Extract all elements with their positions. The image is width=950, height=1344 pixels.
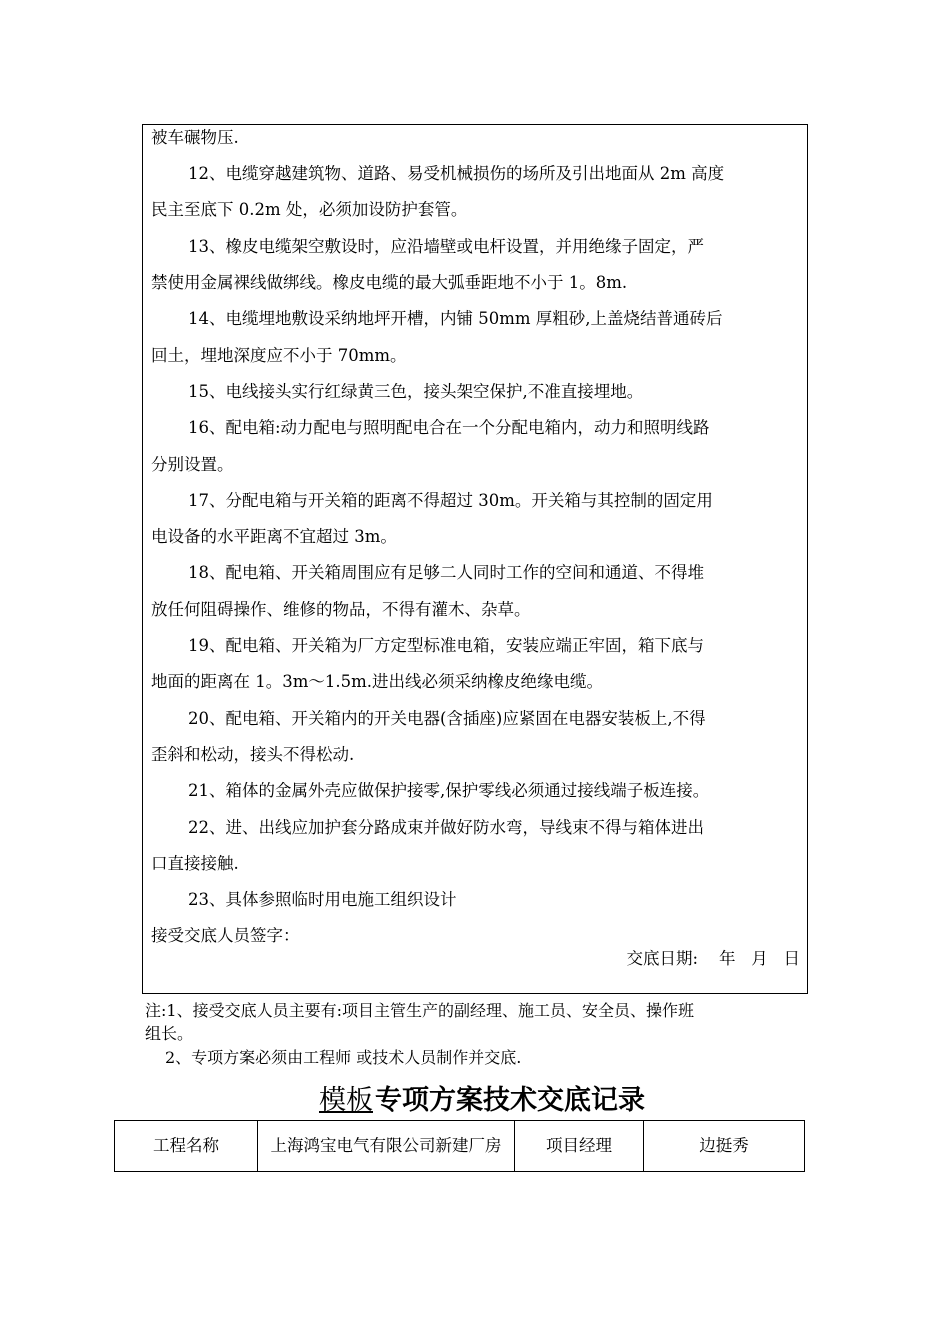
disclosure-date-label: 交底日期: 年 月 日 bbox=[626, 949, 800, 968]
body-line: 民主至底下 0.2m 处，必须加设防护套管。 bbox=[151, 200, 468, 219]
body-line: 口直接接触. bbox=[151, 854, 239, 873]
body-line: 18、配电箱、开关箱周围应有足够二人同时工作的空间和通道、不得堆 bbox=[188, 563, 704, 582]
title-scheme-blank: 模板 bbox=[319, 1085, 373, 1116]
body-line: 禁使用金属裸线做绑线。橡皮电缆的最大弧垂距地不小于 1。8m. bbox=[151, 273, 628, 292]
body-line: 13、橡皮电缆架空敷设时，应沿墙壁或电杆设置，并用绝缘子固定，严 bbox=[188, 237, 704, 256]
body-line: 被车碾物压. bbox=[151, 128, 239, 147]
body-line: 22、进、出线应加护套分路成束并做好防水弯，导线束不得与箱体进出 bbox=[188, 818, 704, 837]
project-name-label: 工程名称 bbox=[115, 1121, 258, 1172]
page-title bbox=[0, 1078, 950, 1117]
body-line: 歪斜和松动，接头不得松动. bbox=[151, 745, 355, 764]
body-line: 回土，埋地深度应不小于 70mm。 bbox=[151, 346, 407, 365]
body-line: 20、配电箱、开关箱内的开关电器(含插座)应紧固在电器安装板上,不得 bbox=[188, 709, 706, 728]
table-row bbox=[115, 1121, 805, 1172]
note-line: 组长。 bbox=[145, 1024, 194, 1043]
body-line: 分别设置。 bbox=[151, 455, 234, 474]
body-line: 地面的距离在 1。3m～1.5m.进出线必须采纳橡皮绝缘电缆。 bbox=[151, 672, 604, 691]
note-line: 2、专项方案必须由工程师 或技术人员制作并交底. bbox=[165, 1048, 522, 1067]
project-manager-label: 项目经理 bbox=[515, 1121, 644, 1172]
body-line: 12、电缆穿越建筑物、道路、易受机械损伤的场所及引出地面从 2m 高度 bbox=[188, 164, 725, 183]
body-line: 16、配电箱:动力配电与照明配电合在一个分配电箱内，动力和照明线路 bbox=[188, 418, 710, 437]
body-line: 电设备的水平距离不宜超过 3m。 bbox=[151, 527, 397, 546]
project-name-value: 上海鸿宝电气有限公司新建厂房 bbox=[258, 1121, 515, 1172]
body-line: 23、具体参照临时用电施工组织设计 bbox=[188, 890, 457, 909]
project-info-table bbox=[114, 1120, 805, 1172]
title-text: 专项方案技术交底记录 bbox=[375, 1085, 645, 1116]
body-line: 放任何阻碍操作、维修的物品，不得有灌木、杂草。 bbox=[151, 600, 531, 619]
body-line: 15、电线接头实行红绿黄三色，接头架空保护,不准直接埋地。 bbox=[188, 382, 644, 401]
body-line: 17、分配电箱与开关箱的距离不得超过 30m。开关箱与其控制的固定用 bbox=[188, 491, 713, 510]
body-line: 19、配电箱、开关箱为厂方定型标准电箱，安装应端正牢固，箱下底与 bbox=[188, 636, 704, 655]
body-line: 14、电缆埋地敷设采纳地坪开槽，内铺 50mm 厚粗砂,上盖烧结普通砖后 bbox=[188, 309, 723, 328]
signature-label: 接受交底人员签字： bbox=[151, 926, 300, 945]
body-line: 21、箱体的金属外壳应做保护接零,保护零线必须通过接线端子板连接。 bbox=[188, 781, 710, 800]
project-manager-value: 边挺秀 bbox=[644, 1121, 805, 1172]
note-line: 注:1、接受交底人员主要有:项目主管生产的副经理、施工员、安全员、操作班 bbox=[145, 1001, 694, 1020]
